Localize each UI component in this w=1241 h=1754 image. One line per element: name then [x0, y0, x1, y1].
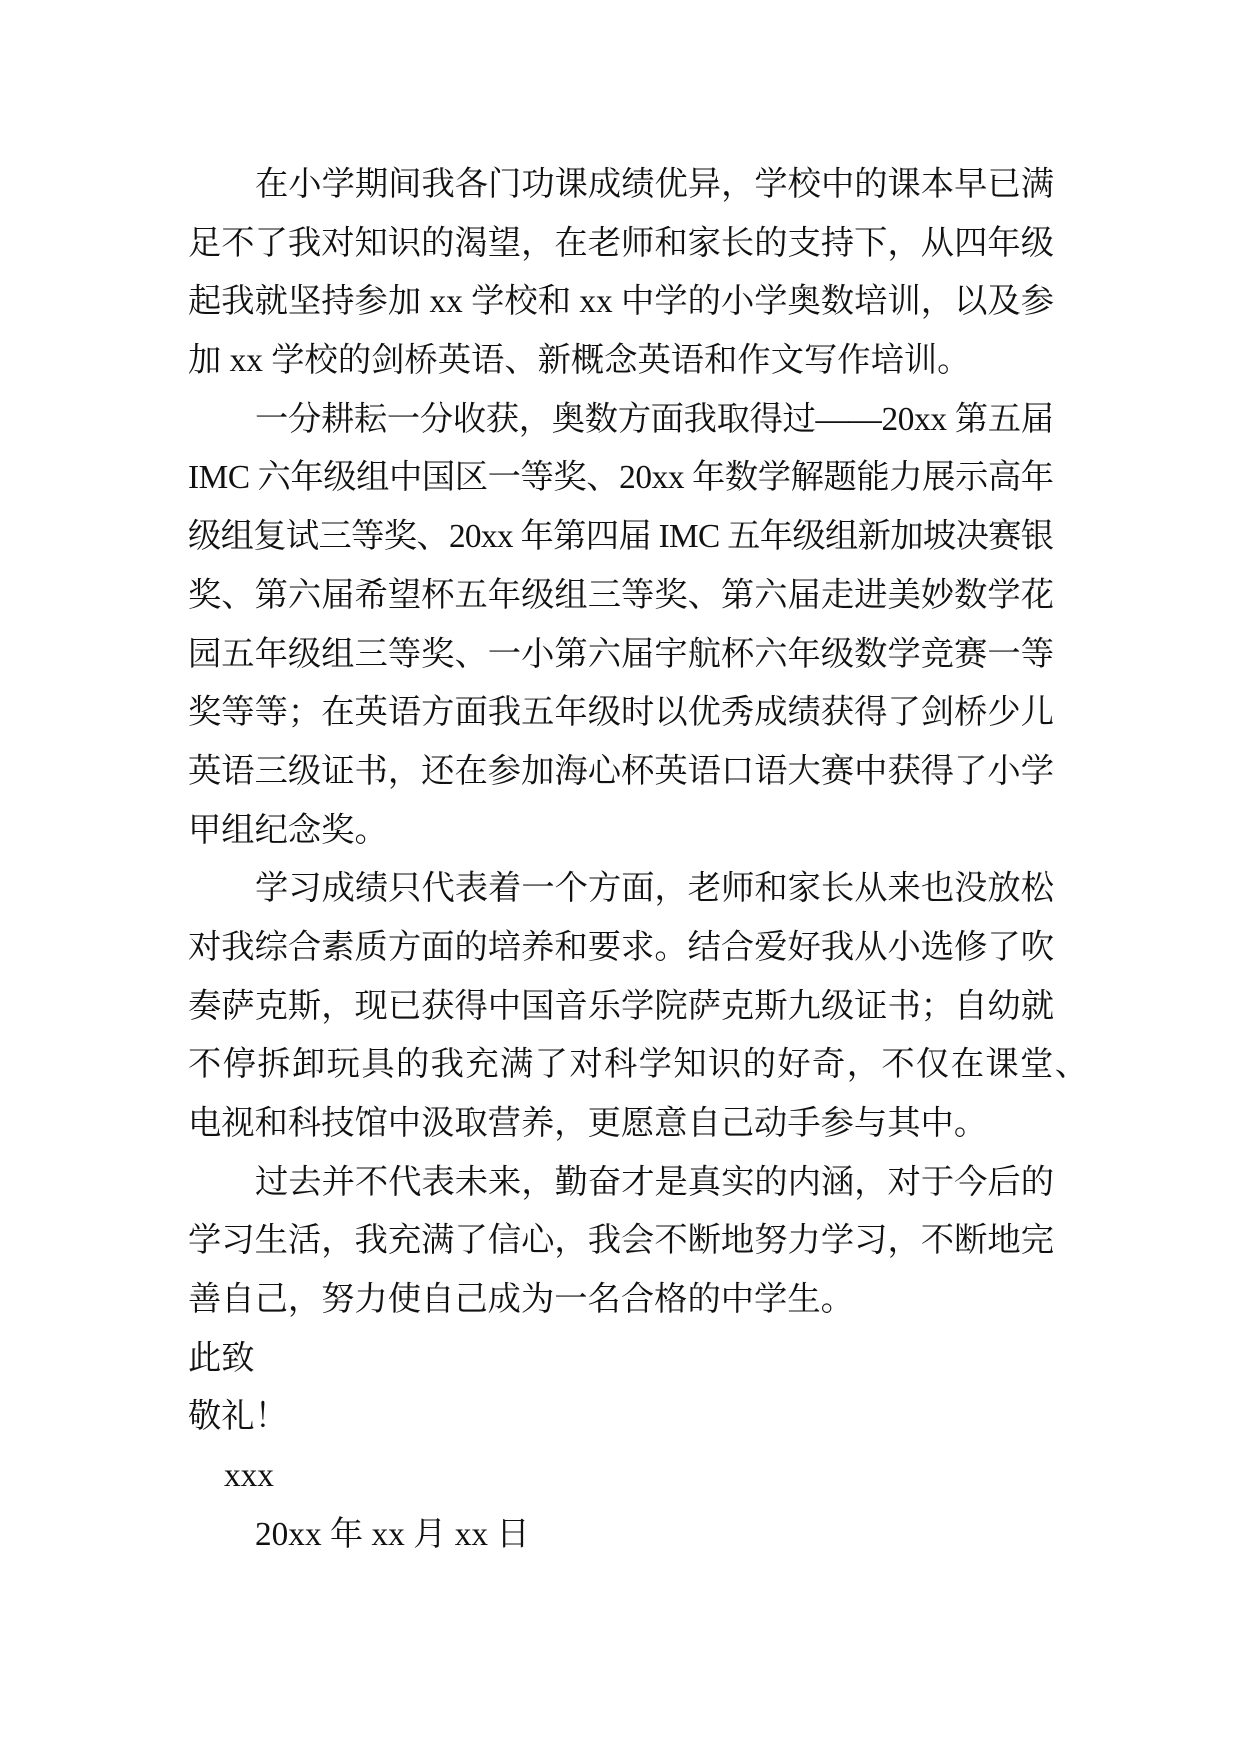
closing-salutation: 此致 — [188, 1339, 255, 1377]
paragraph-line: IMC 六年级组中国区一等奖、20xx 年数学解题能力展示高年 — [188, 459, 1054, 497]
paragraph-line: 足不了我对知识的渴望，在老师和家长的支持下，从四年级 — [188, 224, 1055, 262]
paragraph-line: 加 xx 学校的剑桥英语、新概念英语和作文写作培训。 — [188, 342, 971, 380]
letter-body — [188, 156, 1090, 1565]
paragraph-line: 善自己，努力使自己成为一名合格的中学生。 — [188, 1281, 854, 1319]
paragraph-line: 不停拆卸玩具的我充满了对科学知识的好奇，不仅在课堂、 — [188, 1046, 1090, 1084]
paragraph-line: 奖等等；在英语方面我五年级时以优秀成绩获得了剑桥少儿 — [188, 694, 1055, 732]
paragraph-line: 过去并不代表未来，勤奋才是真实的内涵，对于今后的 — [255, 1163, 1054, 1201]
paragraph-line: 一分耕耘一分收获，奥数方面我取得过——20xx 第五届 — [255, 400, 1054, 438]
paragraph-line: 在小学期间我各门功课成绩优异，学校中的课本早已满 — [255, 166, 1054, 203]
paragraph-line: 学习成绩只代表着一个方面，老师和家长从来也没放松 — [255, 870, 1054, 908]
signature-name: xxx — [224, 1457, 274, 1495]
paragraph-3 — [188, 860, 1090, 1153]
closing-regards: 敬礼！ — [188, 1398, 288, 1436]
paragraph-line: 级组复试三等奖、20xx 年第四届 IMC 五年级组新加坡决赛银 — [188, 518, 1054, 556]
paragraph-line: 电视和科技馆中汲取营养，更愿意自己动手参与其中。 — [188, 1105, 988, 1142]
paragraph-4 — [188, 1154, 1054, 1330]
paragraph-line: 奖、第六届希望杯五年级组三等奖、第六届走进美妙数学花 — [188, 576, 1055, 614]
paragraph-1 — [188, 156, 1054, 391]
paragraph-2 — [188, 391, 1054, 861]
paragraph-line: 对我综合素质方面的培养和要求。结合爱好我从小选修了吹 — [188, 928, 1055, 966]
paragraph-line: 甲组纪念奖。 — [188, 811, 388, 849]
paragraph-line: 园五年级组三等奖、一小第六届宇航杯六年级数学竞赛一等 — [188, 635, 1055, 673]
paragraph-line: 起我就坚持参加 xx 学校和 xx 中学的小学奥数培训，以及参 — [188, 283, 1055, 321]
paragraph-line: 学习生活，我充满了信心，我会不断地努力学习，不断地完 — [188, 1222, 1055, 1260]
signature-date: 20xx 年 xx 月 xx 日 — [255, 1515, 530, 1553]
paragraph-line: 奏萨克斯，现已获得中国音乐学院萨克斯九级证书；自幼就 — [188, 987, 1055, 1025]
paragraph-line: 英语三级证书，还在参加海心杯英语口语大赛中获得了小学 — [188, 752, 1055, 790]
